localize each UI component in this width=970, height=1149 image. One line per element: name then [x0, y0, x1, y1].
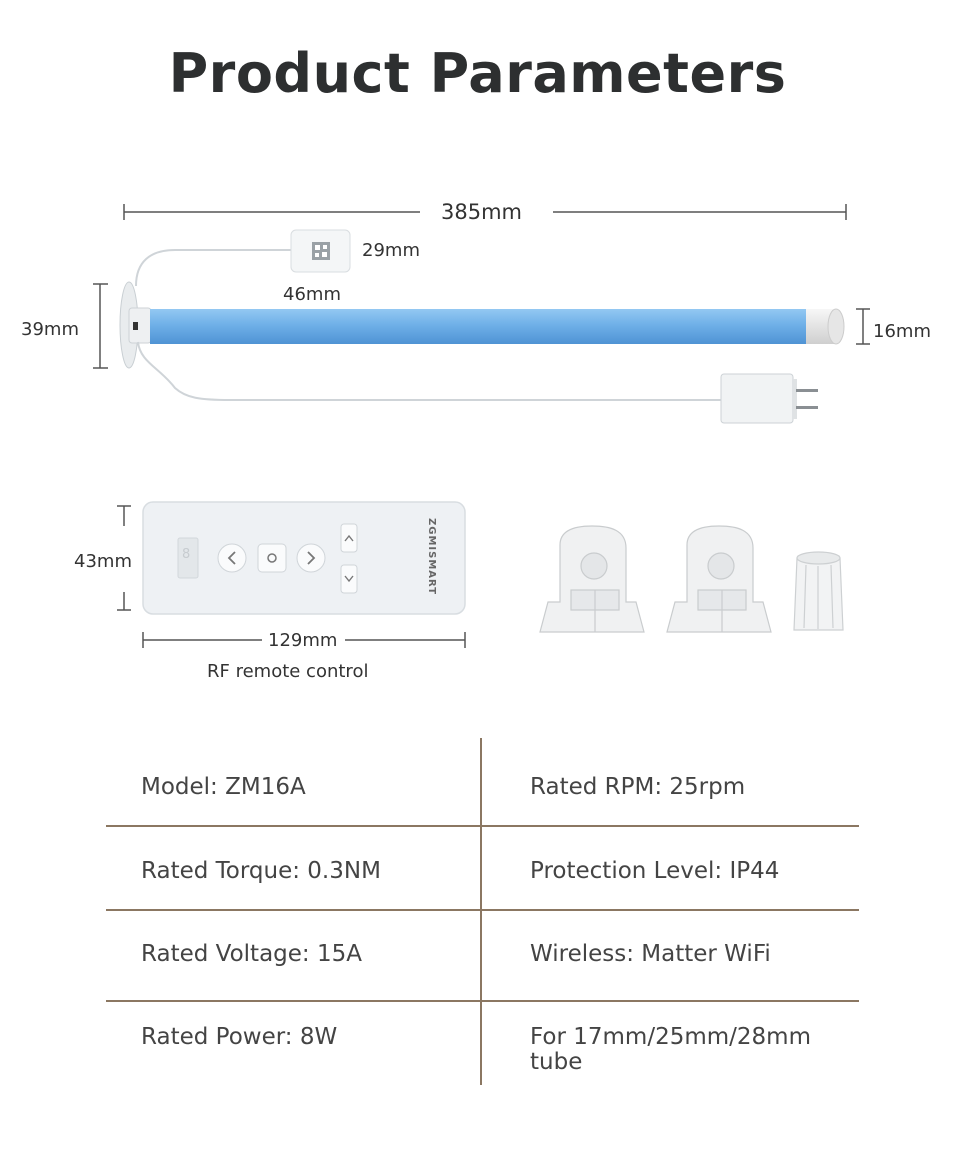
motor-height-dimension	[93, 284, 108, 368]
remote-brand-logo: ZGMISMART	[426, 518, 437, 596]
length-label: 385mm	[441, 200, 522, 224]
power-cord	[138, 342, 722, 400]
mounting-bracket-left	[540, 526, 644, 632]
spec-rpm: Rated RPM: 25rpm	[530, 774, 746, 800]
spec-torque: Rated Torque: 0.3NM	[141, 858, 381, 884]
module-wire	[136, 250, 292, 286]
motor-head	[120, 282, 151, 368]
tube-end-cap	[806, 309, 844, 344]
mounting-bracket-right	[667, 526, 771, 632]
rf-remote	[143, 502, 465, 614]
module-width-label: 46mm	[283, 284, 341, 305]
spec-protection: Protection Level: IP44	[530, 858, 780, 884]
module-height-label: 29mm	[362, 240, 420, 261]
motor-height-label: 39mm	[21, 319, 79, 340]
spec-model: Model: ZM16A	[141, 774, 306, 800]
remote-width-label: 129mm	[268, 630, 338, 651]
remote-display: 8	[182, 547, 191, 562]
remote-height-label: 43mm	[74, 551, 132, 572]
spec-wireless: Wireless: Matter WiFi	[530, 941, 771, 967]
spec-row-rule	[106, 825, 859, 827]
tube-adapter	[794, 552, 843, 630]
page-title: Product Parameters	[168, 42, 787, 105]
motor-tube	[150, 309, 810, 344]
spec-power: Rated Power: 8W	[141, 1024, 338, 1050]
spec-tube-compat: For 17mm/25mm/28mm tube	[530, 1024, 811, 1075]
power-plug	[721, 374, 818, 423]
remote-caption: RF remote control	[207, 661, 369, 682]
tube-diameter-label: 16mm	[873, 321, 931, 342]
spec-row-rule	[106, 1000, 859, 1002]
spec-table-divider	[480, 738, 482, 1085]
spec-row-rule	[106, 909, 859, 911]
control-module	[291, 230, 350, 272]
spec-voltage: Rated Voltage: 15A	[141, 941, 362, 967]
tube-diameter-dimension	[856, 309, 870, 344]
